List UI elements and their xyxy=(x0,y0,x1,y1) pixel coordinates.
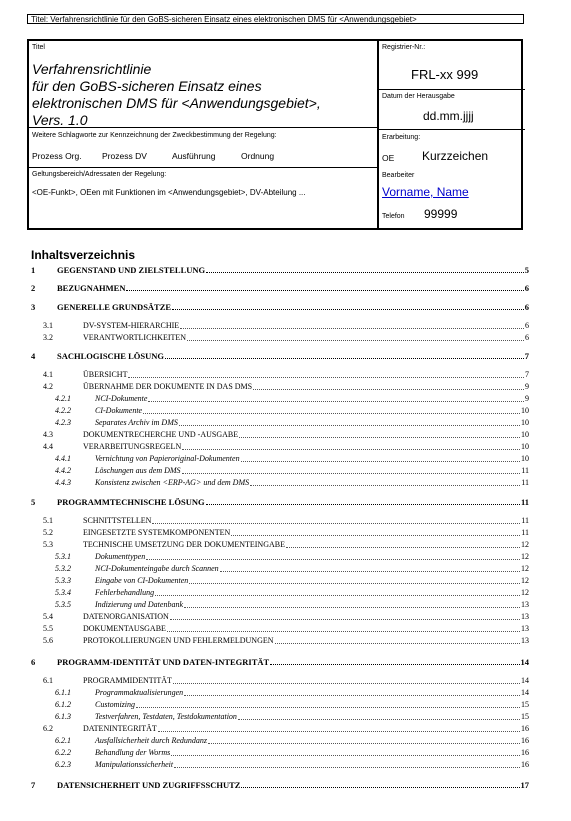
toc-leader-dots xyxy=(148,401,524,402)
toc-entry[interactable] xyxy=(0,656,571,668)
erarbeitung-label: Erarbeitung: xyxy=(382,134,421,141)
toc-entry[interactable] xyxy=(0,441,571,453)
toc-entry-number: 5.3.1 xyxy=(55,552,71,561)
toc-leader-dots xyxy=(158,731,520,732)
telefon-label: Telefon xyxy=(382,213,405,220)
toc-entry-title: DOKUMENTRECHERCHE UND -AUSGABE xyxy=(83,430,239,439)
toc-entry[interactable] xyxy=(0,282,571,294)
toc-entry[interactable] xyxy=(0,527,571,539)
toc-leader-dots xyxy=(184,607,520,608)
toc-entry[interactable] xyxy=(0,575,571,587)
toc-entry[interactable] xyxy=(0,405,571,417)
toc-entry[interactable] xyxy=(0,779,571,791)
toc-entry[interactable] xyxy=(0,735,571,747)
toc-entry-title: VERANTWORTLICHKEITEN xyxy=(83,333,187,342)
toc-entry-page: 12 xyxy=(521,552,529,561)
bearbeiter-label: Bearbeiter xyxy=(382,172,415,179)
toc-entry-title: EINGESETZTE SYSTEMKOMPONENTEN xyxy=(83,528,231,537)
toc-leader-dots xyxy=(136,707,520,708)
toc-entry-number: 4.2 xyxy=(43,382,53,391)
toc-entry-page: 13 xyxy=(521,624,529,633)
toc-entry-number: 7 xyxy=(31,780,36,790)
toc-leader-dots xyxy=(165,358,524,359)
toc-leader-dots xyxy=(187,340,524,341)
toc-entry[interactable] xyxy=(0,699,571,711)
toc-entry-page: 17 xyxy=(520,780,529,790)
toc-entry[interactable] xyxy=(0,320,571,332)
kurzzeichen-value: Kurzzeichen xyxy=(422,149,489,163)
toc-leader-dots xyxy=(286,547,520,548)
toc-entry-title: DATENSICHERHEIT UND ZUGRIFFSSCHUTZ xyxy=(57,780,241,790)
toc-entry[interactable] xyxy=(0,759,571,771)
toc-leader-dots xyxy=(171,755,520,756)
toc-entry-title: PROGRAMM-IDENTITÄT UND DATEN-INTEGRITÄT xyxy=(57,657,270,667)
toc-entry-title: VERARBEITUNGSREGELN xyxy=(83,442,182,451)
toc-entry[interactable] xyxy=(0,711,571,723)
toc-entry-title: Löschungen aus dem DMS xyxy=(95,466,181,475)
toc-entry-number: 2 xyxy=(31,283,36,293)
toc-entry-title: DOKUMENTAUSGABE xyxy=(83,624,166,633)
toc-entry-title: GEGENSTAND UND ZIELSTELLUNG xyxy=(57,265,206,275)
toc-entry-title: TECHNISCHE UMSETZUNG DER DOKUMENTEINGABE xyxy=(83,540,285,549)
toc-entry-title: DATENORGANISATION xyxy=(83,612,169,621)
toc-entry[interactable] xyxy=(0,417,571,429)
toc-entry-page: 12 xyxy=(521,588,529,597)
toc-entry-page: 7 xyxy=(525,370,529,379)
datum-value: dd.mm.jjjj xyxy=(423,109,474,123)
toc-leader-dots xyxy=(155,595,520,596)
toc-entry-page: 9 xyxy=(525,382,529,391)
toc-entry[interactable] xyxy=(0,675,571,687)
toc-leader-dots xyxy=(275,643,520,644)
toc-entry-page: 5 xyxy=(524,265,529,275)
toc-entry[interactable] xyxy=(0,453,571,465)
titel-line-2: für den GoBS-sicheren Einsatz eines xyxy=(32,78,262,94)
toc-entry-number: 5.6 xyxy=(43,636,53,645)
toc-entry[interactable] xyxy=(0,551,571,563)
titel-line-4: Vers. 1.0 xyxy=(32,112,88,128)
toc-entry-title: PROGRAMMIDENTITÄT xyxy=(83,676,172,685)
toc-entry-number: 5.3 xyxy=(43,540,53,549)
toc-leader-dots xyxy=(152,523,520,524)
toc-leader-dots xyxy=(189,583,520,584)
toc-entry-number: 4.2.2 xyxy=(55,406,71,415)
toc-entry-page: 6 xyxy=(524,302,529,312)
toc-entry-page: 15 xyxy=(521,700,529,709)
toc-leader-dots xyxy=(143,413,520,414)
toc-entry[interactable] xyxy=(0,332,571,344)
toc-entry[interactable] xyxy=(0,563,571,575)
toc-entry-title: Manipulationssicherheit xyxy=(95,760,174,769)
toc-entry-title: Separates Archiv im DMS xyxy=(95,418,178,427)
toc-entry[interactable] xyxy=(0,477,571,489)
toc-entry-number: 6.2.1 xyxy=(55,736,71,745)
toc-entry-number: 4.3 xyxy=(43,430,53,439)
toc-entry-number: 5.2 xyxy=(43,528,53,537)
toc-entry-page: 16 xyxy=(521,724,529,733)
toc-entry-page: 10 xyxy=(521,418,529,427)
toc-entry[interactable] xyxy=(0,611,571,623)
toc-entry-page: 14 xyxy=(521,688,529,697)
toc-entry-title: BEZUGNAHMEN xyxy=(57,283,126,293)
toc-entry-page: 11 xyxy=(521,466,529,475)
toc-entry[interactable] xyxy=(0,369,571,381)
toc-entry-page: 11 xyxy=(520,497,529,507)
toc-entry[interactable] xyxy=(0,429,571,441)
toc-entry-title: ÜBERNAHME DER DOKUMENTE IN DAS DMS xyxy=(83,382,253,391)
toc-entry-title: Programmaktualisierungen xyxy=(95,688,184,697)
toc-entry-title: DV-SYSTEM-HIERARCHIE xyxy=(83,321,180,330)
toc-entry-number: 4.4 xyxy=(43,442,53,451)
toc-entry-number: 3 xyxy=(31,302,36,312)
schlagwort-4: Ordnung xyxy=(241,151,275,161)
toc-entry-title: ÜBERSICHT xyxy=(83,370,128,379)
geltung-label: Geltungsbereich/Adressaten der Regelung: xyxy=(32,171,167,178)
toc-entry-title: Konsistenz zwischen <ERP-AG> und dem DMS xyxy=(95,478,250,487)
toc-entry[interactable] xyxy=(0,381,571,393)
toc-entry[interactable] xyxy=(0,350,571,362)
toc-entry-title: DATENINTEGRITÄT xyxy=(83,724,157,733)
toc-entry-page: 6 xyxy=(524,283,529,293)
toc-entry[interactable] xyxy=(0,465,571,477)
toc-entry-number: 6.2.3 xyxy=(55,760,71,769)
schlagwort-3: Ausführung xyxy=(172,151,216,161)
toc-entry-page: 10 xyxy=(521,454,529,463)
toc-entry-number: 5.3.4 xyxy=(55,588,71,597)
header-divider xyxy=(379,89,525,90)
toc-leader-dots xyxy=(250,485,520,486)
toc-entry[interactable] xyxy=(0,635,571,647)
toc-entry-number: 4.2.3 xyxy=(55,418,71,427)
toc-entry[interactable] xyxy=(0,515,571,527)
document-title-bar: Titel: Verfahrensrichtlinie für den GoBS-sicheren Einsatz eines elektronischen DMS für <Anwendungsgebiet> xyxy=(27,14,524,24)
toc-entry[interactable] xyxy=(0,587,571,599)
oe-label: OE xyxy=(382,153,395,163)
toc-entry-page: 15 xyxy=(521,712,529,721)
toc-leader-dots xyxy=(170,619,520,620)
toc-entry-number: 5 xyxy=(31,497,36,507)
toc-entry-title: Customizing xyxy=(95,700,136,709)
toc-leader-dots xyxy=(239,437,520,438)
toc-entry[interactable] xyxy=(0,599,571,611)
toc-entry-page: 12 xyxy=(521,576,529,585)
toc-entry-title: Ausfallsicherheit durch Redundanz xyxy=(95,736,207,745)
header-divider-vertical xyxy=(377,41,379,228)
toc-entry-title: Behandlung der Worms xyxy=(95,748,171,757)
titel-line-3: elektronischen DMS für <Anwendungsgebiet>, xyxy=(32,95,321,111)
header-divider xyxy=(379,129,525,130)
toc-leader-dots xyxy=(184,695,520,696)
titel-line-1: Verfahrensrichtlinie xyxy=(32,61,152,77)
header-form-table xyxy=(27,39,523,230)
toc-entry-number: 5.3.2 xyxy=(55,564,71,573)
toc-entry-number: 6.1.3 xyxy=(55,712,71,721)
telefon-value: 99999 xyxy=(424,207,458,221)
toc-entry[interactable] xyxy=(0,496,571,508)
toc-leader-dots xyxy=(253,389,524,390)
toc-entry-number: 1 xyxy=(31,265,36,275)
toc-entry-number: 5.5 xyxy=(43,624,53,633)
toc-entry-title: SCHNITTSTELLEN xyxy=(83,516,152,525)
toc-leader-dots xyxy=(241,787,520,788)
geltung-value: <OE-Funkt>, OEen mit Funktionen im <Anwendungsgebiet>, DV-Abteilung ... xyxy=(32,188,306,197)
toc-entry-number: 6.1.1 xyxy=(55,688,71,697)
datum-label: Datum der Herausgabe xyxy=(382,93,455,100)
toc-entry-title: SACHLOGISCHE LÖSUNG xyxy=(57,351,164,361)
toc-entry[interactable] xyxy=(0,301,571,313)
toc-leader-dots xyxy=(174,767,520,768)
toc-leader-dots xyxy=(182,473,520,474)
schlagwort-2: Prozess DV xyxy=(102,151,147,161)
toc-leader-dots xyxy=(172,309,524,310)
toc-entry-page: 14 xyxy=(520,657,529,667)
register-label: Registrier-Nr.: xyxy=(382,44,426,51)
toc-entry-title: PROGRAMMTECHNISCHE LÖSUNG xyxy=(57,497,205,507)
toc-entry-number: 4.2.1 xyxy=(55,394,71,403)
toc-entry-page: 10 xyxy=(521,406,529,415)
toc-entry-number: 4.1 xyxy=(43,370,53,379)
toc-entry-number: 4 xyxy=(31,351,36,361)
schlagworte-label: Weitere Schlagworte zur Kennzeichnung der Zweckbestimmung der Regelung: xyxy=(32,132,277,139)
toc-entry[interactable] xyxy=(0,623,571,635)
toc-entry-page: 11 xyxy=(521,528,529,537)
toc-entry-title: CI-Dokumente xyxy=(95,406,143,415)
toc-entry-page: 13 xyxy=(521,636,529,645)
toc-entry-title: NCI-Dokumente xyxy=(95,394,148,403)
toc-entry-page: 10 xyxy=(521,442,529,451)
toc-entry-title: GENERELLE GRUNDSÄTZE xyxy=(57,302,172,312)
toc-leader-dots xyxy=(206,272,524,273)
toc-entry-number: 4.4.1 xyxy=(55,454,71,463)
toc-entry[interactable] xyxy=(0,264,571,276)
toc-entry-title: NCI-Dokumenteingabe durch Scannen xyxy=(95,564,219,573)
toc-entry-title: Eingabe von CI-Dokumenten xyxy=(95,576,189,585)
toc-entry-title: Indizierung und Datenbank xyxy=(95,600,183,609)
toc-entry-page: 16 xyxy=(521,748,529,757)
toc-leader-dots xyxy=(179,425,520,426)
toc-entry-number: 3.1 xyxy=(43,321,53,330)
toc-entry[interactable] xyxy=(0,747,571,759)
toc-entry-title: Dokumenttypen xyxy=(95,552,146,561)
toc-entry-page: 16 xyxy=(521,736,529,745)
schlagwort-1: Prozess Org. xyxy=(32,151,82,161)
toc-leader-dots xyxy=(180,328,524,329)
toc-entry[interactable] xyxy=(0,539,571,551)
header-divider xyxy=(29,167,377,168)
toc-leader-dots xyxy=(231,535,520,536)
toc-entry-title: Vernichtung von Papieroriginal-Dokumenten xyxy=(95,454,240,463)
toc-entry-page: 14 xyxy=(521,676,529,685)
toc-entry-page: 6 xyxy=(525,321,529,330)
toc-leader-dots xyxy=(206,504,520,505)
toc-entry-number: 5.3.3 xyxy=(55,576,71,585)
toc-entry[interactable] xyxy=(0,393,571,405)
toc-entry-page: 13 xyxy=(521,612,529,621)
toc-leader-dots xyxy=(126,290,524,291)
toc-leader-dots xyxy=(208,743,520,744)
register-value: FRL-xx 999 xyxy=(411,67,479,82)
toc-leader-dots xyxy=(270,664,520,665)
toc-entry-page: 10 xyxy=(521,430,529,439)
toc-entry-page: 12 xyxy=(521,540,529,549)
toc-entry[interactable] xyxy=(0,687,571,699)
toc-entry-number: 5.4 xyxy=(43,612,53,621)
toc-entry-page: 12 xyxy=(521,564,529,573)
toc-entry-page: 16 xyxy=(521,760,529,769)
toc-entry-page: 7 xyxy=(524,351,529,361)
toc-leader-dots xyxy=(128,377,524,378)
toc-entry-number: 6 xyxy=(31,657,36,667)
toc-leader-dots xyxy=(173,683,520,684)
toc-entry-page: 9 xyxy=(525,394,529,403)
toc-entry-number: 4.4.3 xyxy=(55,478,71,487)
toc-leader-dots xyxy=(238,719,520,720)
toc-entry-page: 11 xyxy=(521,516,529,525)
toc-entry-number: 6.2 xyxy=(43,724,53,733)
toc-entry-number: 5.1 xyxy=(43,516,53,525)
toc-entry[interactable] xyxy=(0,723,571,735)
toc-entry-number: 6.1 xyxy=(43,676,53,685)
toc-entry-page: 13 xyxy=(521,600,529,609)
toc-leader-dots xyxy=(241,461,520,462)
toc-entry-title: Testverfahren, Testdaten, Testdokumentation xyxy=(95,712,237,721)
toc-entry-number: 4.4.2 xyxy=(55,466,71,475)
toc-entry-page: 6 xyxy=(525,333,529,342)
toc-heading: Inhaltsverzeichnis xyxy=(31,248,136,262)
toc-entry-number: 6.2.2 xyxy=(55,748,71,757)
toc-entry-title: Fehlerbehandlung xyxy=(95,588,155,597)
toc-leader-dots xyxy=(146,559,520,560)
toc-entry-number: 3.2 xyxy=(43,333,53,342)
titel-label: Titel xyxy=(32,44,45,51)
toc-leader-dots xyxy=(220,571,520,572)
bearbeiter-name-link[interactable]: Vorname, Name xyxy=(382,185,469,199)
toc-leader-dots xyxy=(167,631,520,632)
toc-entry-number: 6.1.2 xyxy=(55,700,71,709)
toc-leader-dots xyxy=(182,449,520,450)
toc-entry-number: 5.3.5 xyxy=(55,600,71,609)
toc-entry-title: PROTOKOLLIERUNGEN UND FEHLERMELDUNGEN xyxy=(83,636,274,645)
toc-entry-page: 11 xyxy=(521,478,529,487)
